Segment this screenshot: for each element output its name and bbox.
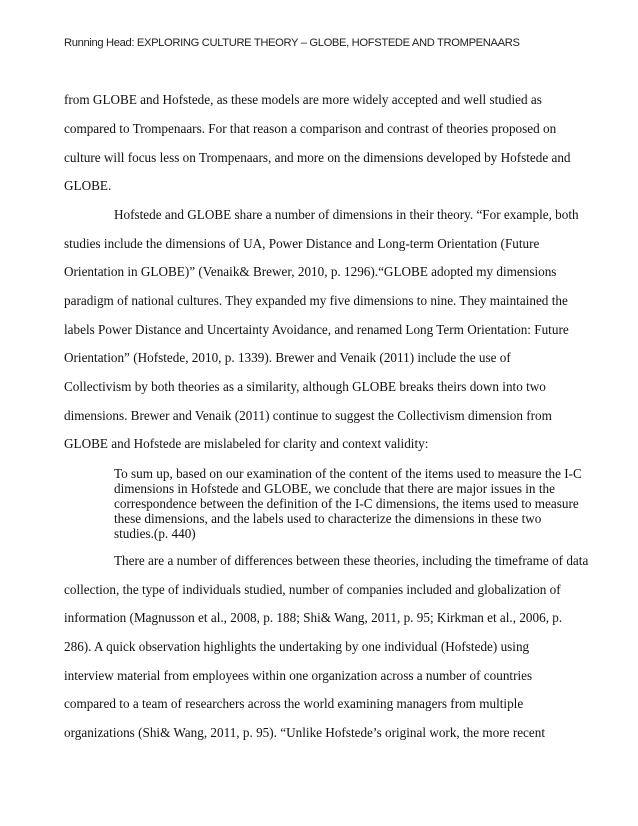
text-line: compared to Trompenaars. For that reason a comparison and contrast of theories proposed on bbox=[64, 121, 557, 136]
text-line: culture will focus less on Trompenaars, and more on the dimensions developed by Hofstede and bbox=[64, 150, 571, 165]
text-line: labels Power Distance and Uncertainty Avoidance, and renamed Long Term Orientation: Future bbox=[64, 322, 569, 337]
text-line: dimensions. Brewer and Venaik (2011) continue to suggest the Collectivism dimension from bbox=[64, 408, 552, 423]
quote-line: dimensions in Hofstede and GLOBE, we conclude that there are major issues in the bbox=[114, 481, 555, 496]
text-line: GLOBE and Hofstede are mislabeled for clarity and context validity: bbox=[64, 436, 429, 451]
text-line: Hofstede and GLOBE share a number of dimensions in their theory. “For example, both bbox=[114, 207, 579, 222]
quote-line: studies.(p. 440) bbox=[114, 526, 196, 541]
text-line: Collectivism by both theories as a similarity, although GLOBE breaks theirs down into two bbox=[64, 379, 546, 394]
text-line: 286). A quick observation highlights the undertaking by one individual (Hofstede) using bbox=[64, 639, 530, 654]
text-line: information (Magnusson et al., 2008, p. 188; Shi& Wang, 2011, p. 95; Kirkman et al., 2006, p. bbox=[64, 610, 563, 625]
text-line: compared to a team of researchers across the world examining managers from multiple bbox=[64, 696, 524, 711]
running-head: Running Head: EXPLORING CULTURE THEORY – GLOBE, HOFSTEDE AND TROMPENAARS bbox=[64, 37, 520, 49]
text-line: studies include the dimensions of UA, Power Distance and Long-term Orientation (Future bbox=[64, 236, 540, 251]
text-line: Orientation in GLOBE)” (Venaik& Brewer, 2010, p. 1296).“GLOBE adopted my dimensions bbox=[64, 264, 557, 279]
text-line: from GLOBE and Hofstede, as these models are more widely accepted and well studied as bbox=[64, 92, 542, 107]
quote-line: correspondence between the definition of the I-C dimensions, the items used to measure bbox=[114, 496, 579, 511]
quote-line: To sum up, based on our examination of the content of the items used to measure the I-C bbox=[114, 466, 582, 481]
text-line: Orientation” (Hofstede, 2010, p. 1339). Brewer and Venaik (2011) include the use of bbox=[64, 350, 511, 365]
text-line: organizations (Shi& Wang, 2011, p. 95). “Unlike Hofstede’s original work, the more recent bbox=[64, 725, 546, 740]
text-line: interview material from employees within one organization across a number of countries bbox=[64, 668, 533, 683]
quote-line: these dimensions, and the labels used to characterize the dimensions in these two bbox=[114, 511, 542, 526]
text-line: paradigm of national cultures. They expanded my five dimensions to nine. They maintained the bbox=[64, 293, 568, 308]
text-line: There are a number of differences between these theories, including the timeframe of data bbox=[114, 553, 589, 568]
text-line: collection, the type of individuals studied, number of companies included and globalization of bbox=[64, 582, 561, 597]
text-line: GLOBE. bbox=[64, 178, 112, 193]
